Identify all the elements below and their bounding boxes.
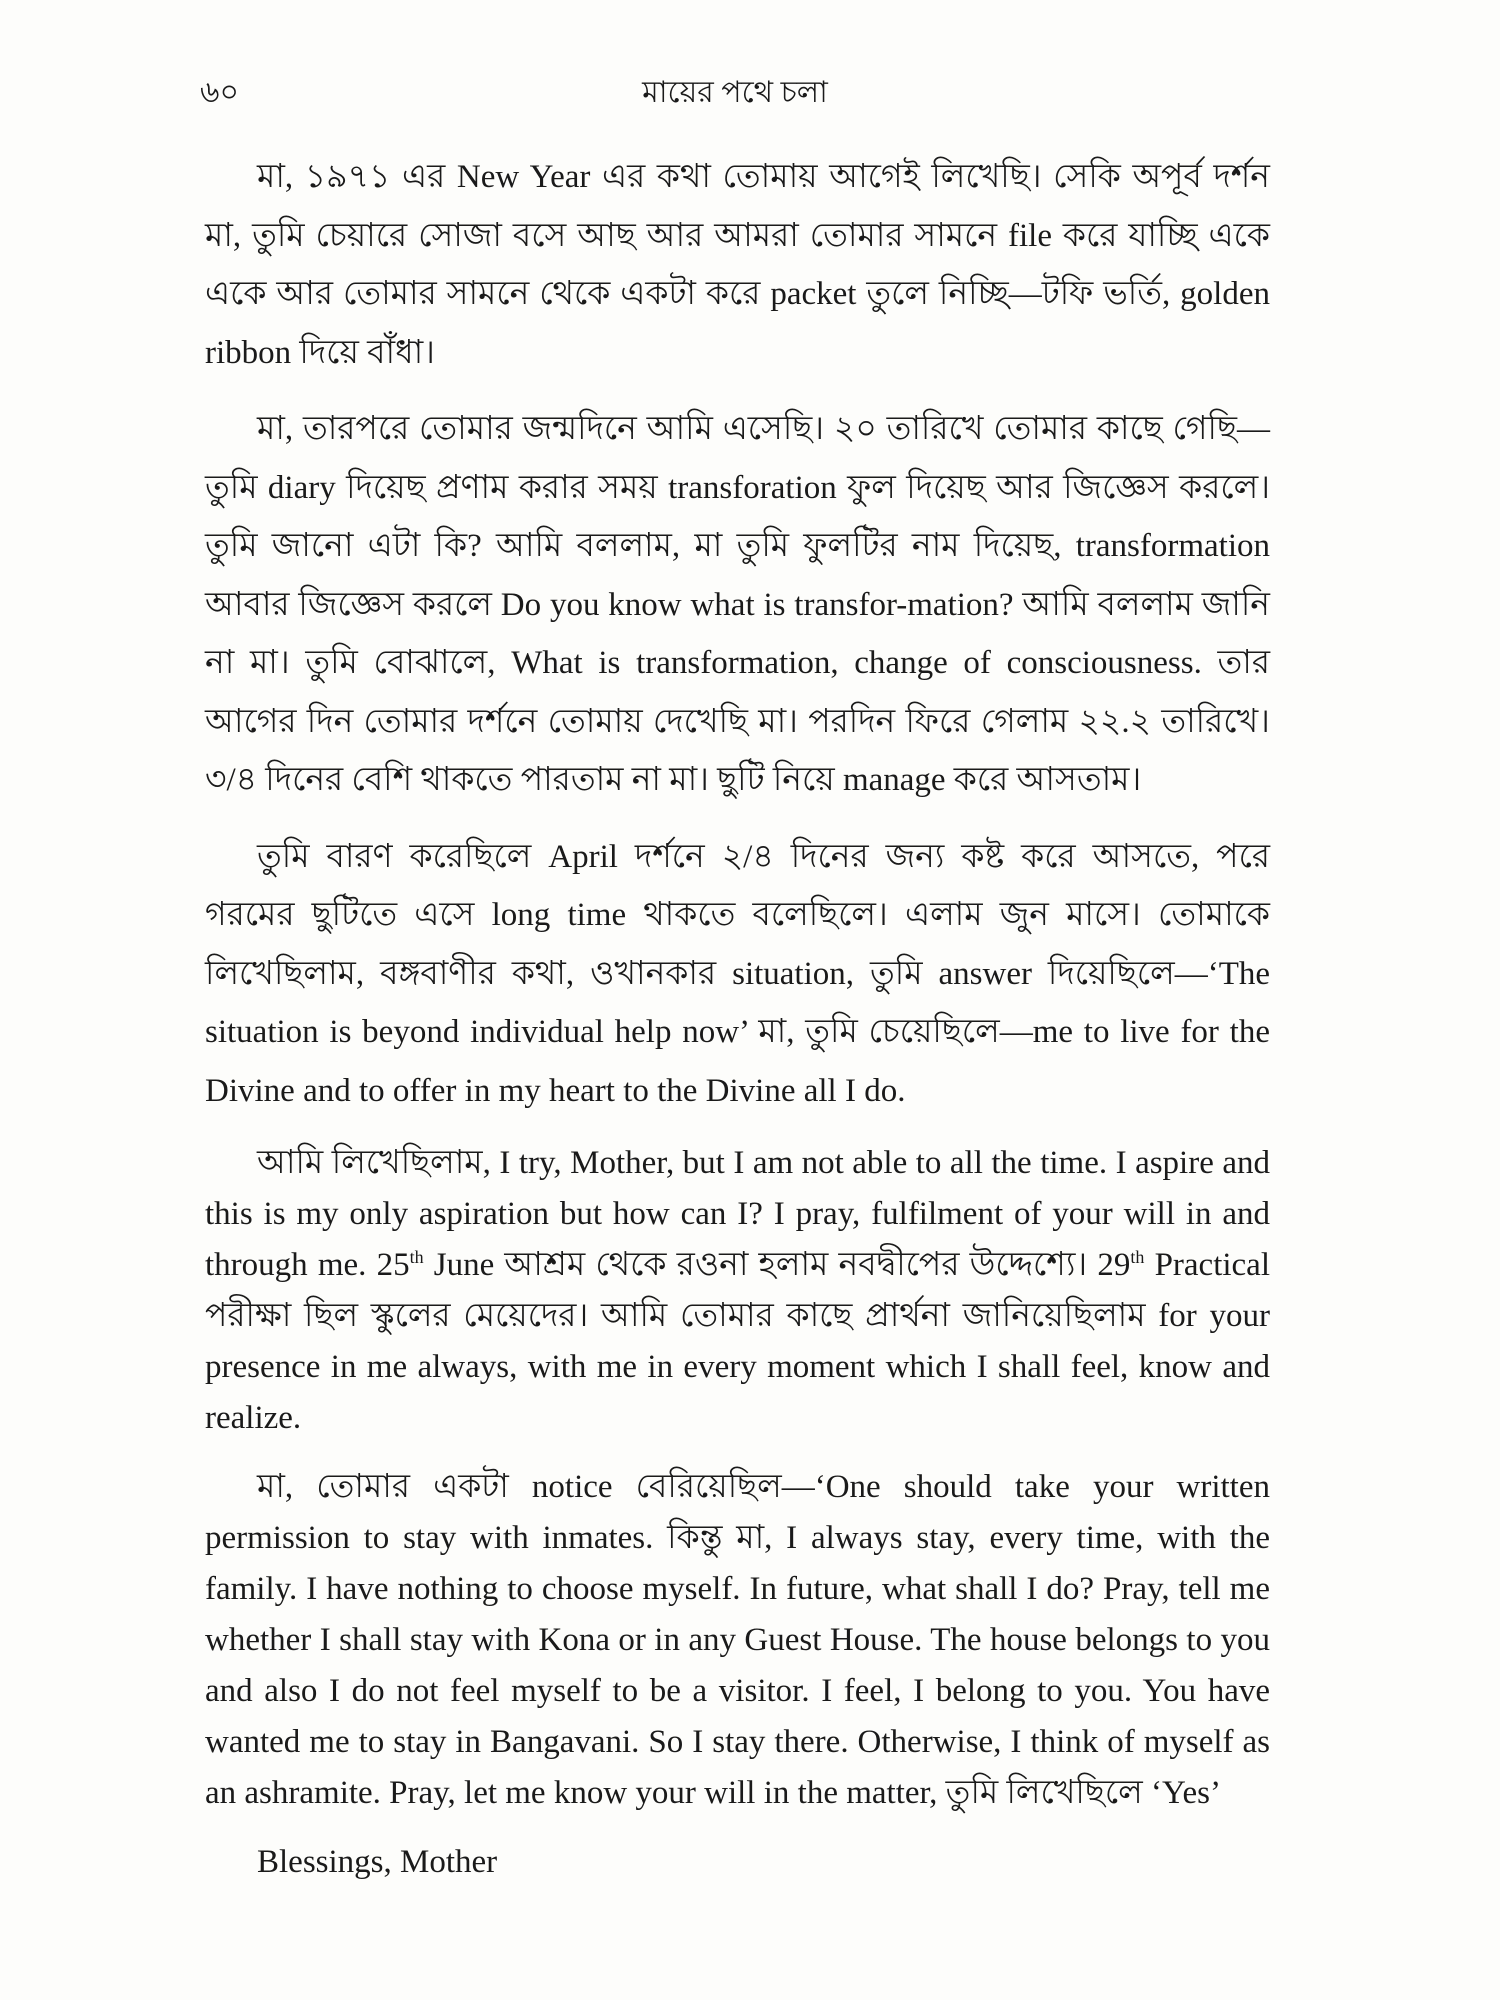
paragraph-birthday-visit: মা, তারপরে তোমার জন্মদিনে আমি এসেছি। ২০ তারিখে তোমার কাছে গেছি—তুমি diary দিয়েছ প্রণাম করার সময় transforation ফুল দিয়েছ আর জিজ্ঞেস করলে। তুমি জানো এটা কি? আমি বললাম, মা তুমি ফুলটির নাম দিয়েছ, transformation আবার জিজ্ঞেস করলে Do you know what is transfor-mation? আমি বললাম জানি না মা। তুমি বোঝালে, What is transformation, change of consciousness. তার আগের দিন তোমার দর্শনে তোমায় দেখেছি মা। পরদিন ফিরে গেলাম ২২.২ তারিখে। ৩/৪ দিনের বেশি থাকতে পারতাম না মা। ছুটি নিয়ে manage করে আসতাম। bbox=[205, 411, 1270, 798]
aspiration-text-part-3: Practical পরীক্ষা ছিল স্কুলের মেয়েদের। আমি তোমার কাছে প্রার্থনা জানিয়েছিলাম for your presence in me always, with me in every moment which I shall feel, know and realize. bbox=[205, 1247, 1270, 1436]
paragraph-notice: মা, তোমার একটা notice বেরিয়েছিল—‘One should take your written permission to stay with inmates. কিন্তু মা, I always stay, every time, with the family. I have nothing to choose myself. In future, what shall I do? Pray, tell me whether I shall stay with Kona or in any Guest House. The house belongs to you and also I do not feel myself to be a visitor. I feel, I belong to you. You have wanted me to stay in Bangavani. So I stay there. Otherwise, I think of myself as an ashramite. Pray, let me know your will in the matter, তুমি লিখেছিলে ‘Yes’ bbox=[205, 1469, 1270, 1811]
ordinal-suffix: th bbox=[1130, 1247, 1145, 1267]
paragraph-aspiration bbox=[205, 1138, 1270, 1444]
paragraph-april-darshan: তুমি বারণ করেছিলে April দর্শনে ২/৪ দিনের জন্য কষ্ট করে আসতে, পরে গরমের ছুটিতে এসে long time থাকতে বলেছিলে। এলাম জুন মাসে। তোমাকে লিখেছিলাম, বঙ্গবাণীর কথা, ওখানকার situation, তুমি answer দিয়েছিলে—‘The situation is beyond individual help now’ মা, তুমি চেয়েছিলে—me to live for the Divine and to offer in my heart to the Divine all I do. bbox=[205, 838, 1270, 1109]
running-title: মায়ের পথে চলা bbox=[642, 76, 828, 109]
body-text bbox=[205, 148, 1270, 1888]
aspiration-text-part-2: June আশ্রম থেকে রওনা হলাম নবদ্বীপের উদ্দেশ্যে। 29 bbox=[423, 1247, 1131, 1283]
ordinal-suffix: th bbox=[409, 1247, 424, 1267]
paragraph-new-year: মা, ১৯৭১ এর New Year এর কথা তোমায় আগেই লিখেছি। সেকি অপূর্ব দর্শন মা, তুমি চেয়ারে সোজা বসে আছ আর আমরা তোমার সামনে file করে যাচ্ছি একে একে আর তোমার সামনে থেকে একটা করে packet তুলে নিচ্ছি—টফি ভর্তি, golden ribbon দিয়ে বাঁধা। bbox=[205, 159, 1270, 371]
page-header bbox=[200, 68, 1270, 108]
signoff: Blessings, Mother bbox=[257, 1844, 498, 1880]
aspiration-text-part-1: আমি লিখেছিলাম, I try, Mother, but I am not able to all the time. I aspire and this is my only aspiration but how can I? I pray, fulfilment of your will in and through me. 25 bbox=[205, 1145, 1270, 1283]
page-number: ৬০ bbox=[200, 76, 240, 109]
